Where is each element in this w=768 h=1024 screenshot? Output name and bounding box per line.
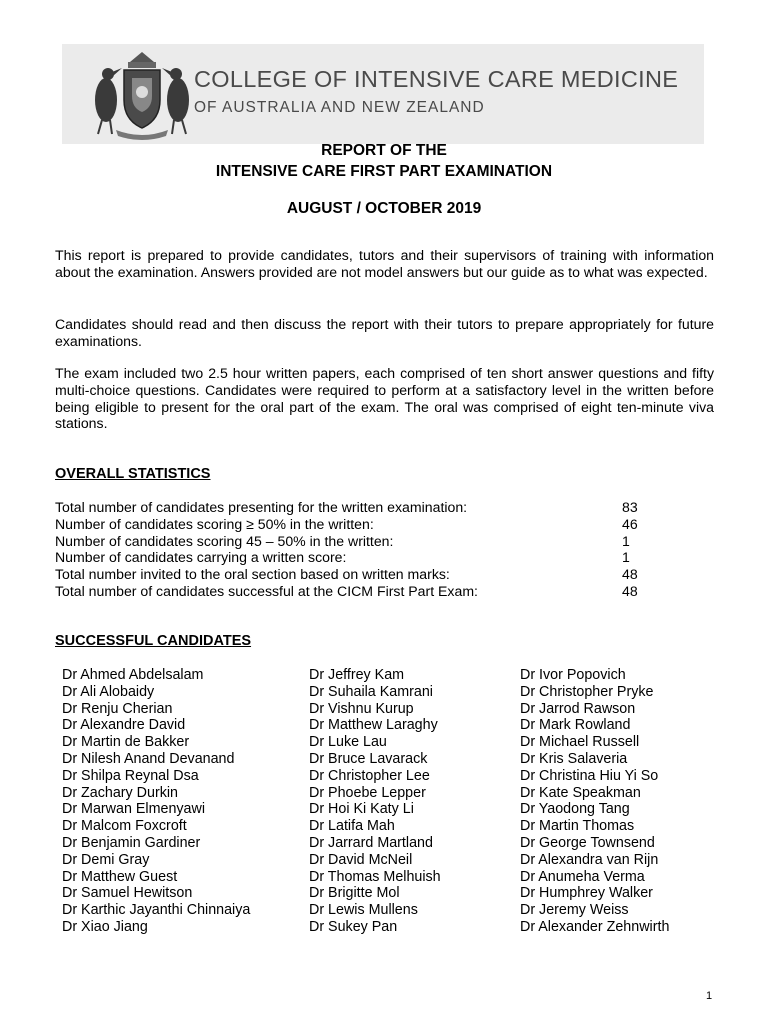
stat-value: 1 [622, 532, 630, 549]
candidate-name: Dr Demi Gray [62, 851, 150, 868]
stat-label: Number of candidates scoring 45 – 50% in the written: [55, 532, 394, 549]
candidate-name: Dr Suhaila Kamrani [309, 683, 433, 700]
candidate-name: Dr Karthic Jayanthi Chinnaiya [62, 902, 251, 919]
stat-row [55, 566, 655, 583]
candidate-name: Dr Alexandre David [62, 717, 186, 734]
candidate-name: Dr Malcom Foxcroft [62, 818, 187, 835]
candidate-name: Dr Hoi Ki Katy Li [309, 801, 414, 818]
org-name-line1: COLLEGE OF INTENSIVE CARE MEDICINE [194, 66, 679, 92]
candidate-name: Dr Humphrey Walker [520, 885, 653, 902]
stat-value: 48 [622, 566, 638, 583]
stat-row [55, 533, 655, 550]
candidate-name: Dr Brigitte Mol [309, 885, 400, 902]
candidate-name: Dr Martin de Bakker [62, 734, 190, 751]
candidate-name: Dr Renju Cherian [62, 700, 173, 717]
stat-row [55, 516, 655, 533]
stat-value: 48 [622, 582, 638, 599]
candidate-name: Dr Alexander Zehnwirth [520, 918, 670, 935]
candidate-name: Dr Marwan Elmenyawi [62, 801, 206, 818]
candidate-name: Dr Christina Hiu Yi So [520, 767, 659, 784]
candidate-name: Dr Kris Salaveria [520, 750, 628, 767]
stat-row [55, 499, 655, 516]
candidate-name: Dr Sukey Pan [309, 918, 398, 935]
candidate-name: Dr Jeffrey Kam [309, 667, 405, 683]
candidate-name: Dr Bruce Lavarack [309, 750, 428, 767]
stat-value: 1 [622, 549, 630, 566]
report-title-line1: REPORT OF THE [321, 142, 447, 159]
candidate-name: Dr Luke Lau [309, 734, 387, 751]
candidate-name: Dr Jarrod Rawson [520, 700, 636, 717]
stat-row [55, 583, 655, 600]
report-title-line2: INTENSIVE CARE FIRST PART EXAMINATION [215, 163, 553, 180]
candidate-name: Dr Lewis Mullens [309, 902, 418, 919]
stat-label: Total number of candidates presenting for the written examination: [55, 499, 468, 515]
candidates-column-3 [520, 667, 669, 936]
candidate-name: Dr Vishnu Kurup [309, 700, 414, 717]
header-banner [62, 44, 704, 144]
candidate-name: Dr David McNeil [309, 851, 413, 868]
overall-statistics-heading: OVERALL STATISTICS [55, 466, 211, 482]
successful-candidates-heading: SUCCESSFUL CANDIDATES [55, 633, 252, 649]
org-name-line2: OF AUSTRALIA AND NEW ZEALAND [194, 99, 485, 116]
candidate-name: Dr Matthew Guest [62, 868, 178, 885]
candidate-name: Dr Shilpa Reynal Dsa [62, 767, 199, 784]
college-crest-icon [86, 48, 198, 140]
candidate-name: Dr Zachary Durkin [62, 784, 178, 801]
candidate-name: Dr Latifa Mah [309, 818, 395, 835]
candidate-name: Dr Anumeha Verma [520, 868, 645, 885]
candidate-name: Dr George Townsend [520, 834, 655, 851]
guidance-paragraph: Candidates should read and then discuss the report with their tutors to prepare appropriately for future examinations. [55, 316, 714, 349]
page-number: 1 [706, 990, 713, 1002]
candidate-name: Dr Jarrard Martland [309, 834, 433, 851]
candidate-name: Dr Ali Alobaidy [62, 683, 155, 700]
stat-label: Number of candidates carrying a written score: [55, 549, 347, 566]
candidates-column-2 [309, 667, 441, 936]
candidate-name: Dr Ivor Popovich [520, 667, 626, 683]
candidate-name: Dr Alexandra van Rijn [520, 851, 659, 868]
intro-paragraph: This report is prepared to provide candidates, tutors and their supervisors of training with information about the examination. Answers provided are not model answers but our guide as to what was expected. [55, 247, 714, 280]
candidate-name: Dr Nilesh Anand Devanand [62, 750, 235, 767]
candidate-name: Dr Matthew Laraghy [309, 717, 438, 734]
report-date: AUGUST / OCTOBER 2019 [286, 200, 482, 217]
candidate-name: Dr Martin Thomas [520, 818, 635, 835]
candidate-name: Dr Ahmed Abdelsalam [62, 667, 204, 683]
candidate-name: Dr Michael Russell [520, 734, 640, 751]
stat-value: 46 [622, 515, 638, 532]
stat-label: Total number of candidates successful at the CICM First Part Exam: [55, 582, 478, 599]
candidate-name: Dr Mark Rowland [520, 717, 631, 734]
candidate-name: Dr Thomas Melhuish [309, 868, 441, 885]
candidates-column-1 [62, 667, 250, 936]
stat-row [55, 549, 655, 566]
candidate-name: Dr Jeremy Weiss [520, 902, 629, 919]
candidate-name: Dr Xiao Jiang [62, 918, 148, 935]
candidate-name: Dr Kate Speakman [520, 784, 641, 801]
stat-value: 83 [622, 499, 638, 515]
candidate-name: Dr Phoebe Lepper [309, 784, 426, 801]
statistics-table [55, 499, 655, 600]
stat-label: Total number invited to the oral section based on written marks: [55, 566, 450, 583]
candidate-name: Dr Benjamin Gardiner [62, 834, 201, 851]
candidate-name: Dr Christopher Lee [309, 767, 430, 784]
exam-format-paragraph: The exam included two 2.5 hour written papers, each comprised of ten short answer questions and fifty multi-choice questions. Candidates were required to perform at a satisfactory level in the written before being eligible to present for the oral part of the exam. The oral was comprised of eight ten-minute viva stations. [55, 365, 714, 432]
candidate-name: Dr Christopher Pryke [520, 683, 654, 700]
candidate-name: Dr Yaodong Tang [520, 801, 630, 818]
candidate-name: Dr Samuel Hewitson [62, 885, 193, 902]
stat-label: Number of candidates scoring ≥ 50% in the written: [55, 515, 374, 532]
